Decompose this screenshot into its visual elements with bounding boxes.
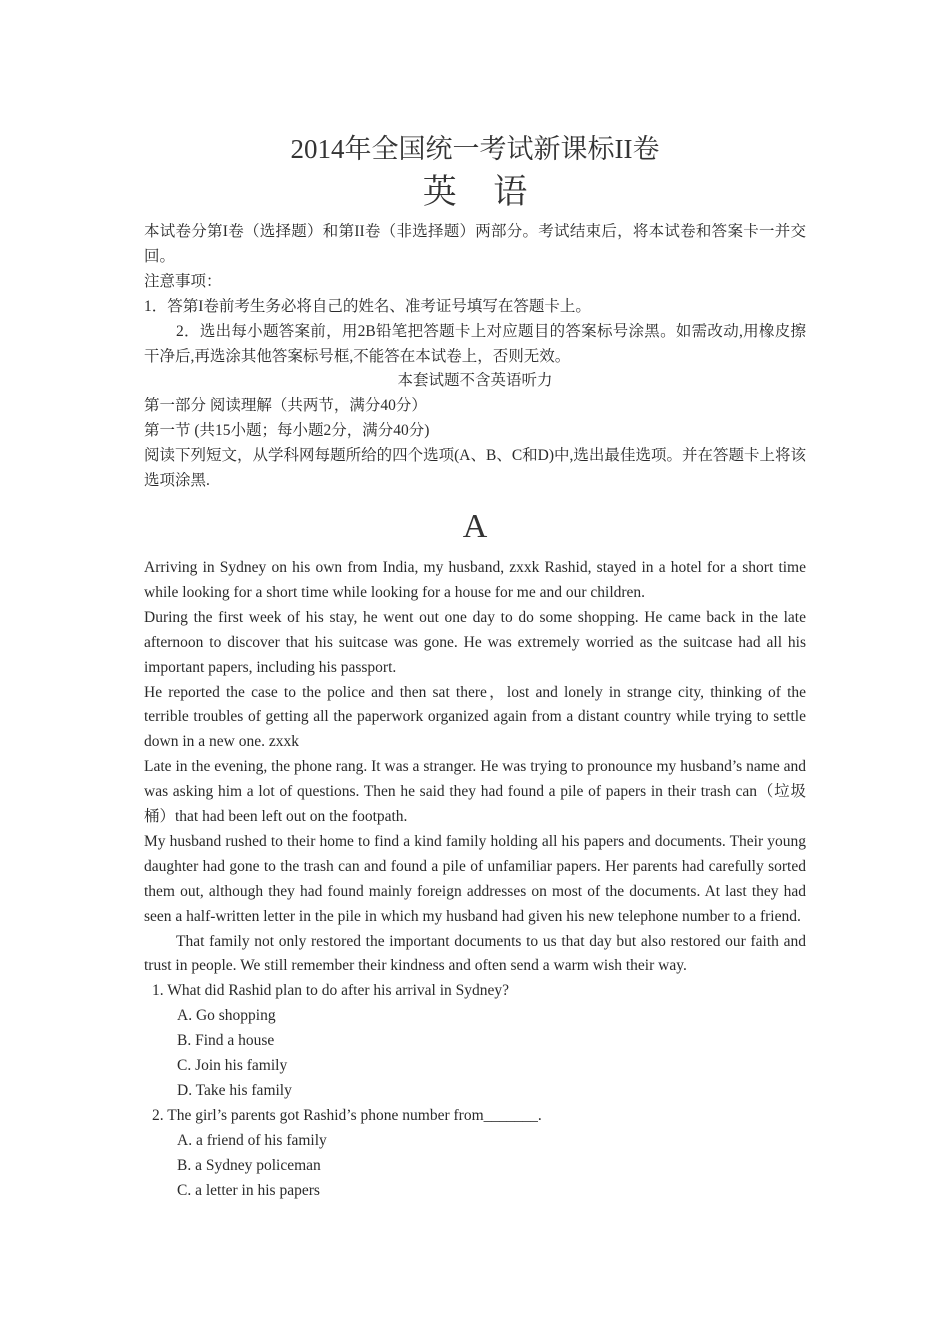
- passage-paragraph: He reported the case to the police and then sat there，lost and lonely in strange city, thinking of the terrible troubles of getting all the paperwork organized again from a distant country while trying to settle down in a new one. zxxk: [144, 683, 806, 751]
- exam-page: [144, 128, 806, 1204]
- section-heading: 第一节 (共15小题；每小题2分，满分40分): [144, 422, 430, 440]
- answer-option: D. Take his family: [177, 1082, 292, 1099]
- passage-paragraph: My husband rushed to their home to find a kind family holding all his papers and documents. Their young daughter had gone to the trash can and found a pile of unfamiliar papers. Her parents had carefully sorted them out, although they had found mainly foreign addresses on most of the documents. At last they had seen a half-written letter in the pile in which my husband had given his new telephone number to a friend.: [144, 832, 806, 925]
- answer-option: C. Join his family: [177, 1057, 288, 1075]
- question-stem: 1. What did Rashid plan to do after his arrival in Sydney?: [152, 982, 509, 1000]
- passage-paragraph: That family not only restored the important documents to us that day but also restored our faith and trust in people. We still remember their kindness and often send a warm wish their way.: [144, 932, 806, 975]
- answer-option: A. Go shopping: [177, 1007, 276, 1025]
- part-heading: 第一部分 阅读理解（共两节，满分40分）: [144, 397, 427, 415]
- answer-option: A. a friend of his family: [177, 1131, 327, 1149]
- listening-note: 本套试题不含英语听力: [397, 372, 553, 390]
- passage-letter: A: [462, 507, 488, 545]
- answer-option: B. Find a house: [177, 1032, 275, 1050]
- notice-item-1: 1．答第I卷前考生务必将自己的姓名、准考证号填写在答题卡上。: [144, 297, 591, 315]
- passage-paragraph: Arriving in Sydney on his own from India, my husband, zxxk Rashid, stayed in a hotel for a short time while looking for a short time while looking for a house for me and our children.: [144, 558, 806, 601]
- passage-paragraph: Late in the evening, the phone rang. It was a stranger. He was trying to pronounce my husband’s name and was asking him a lot of questions. Then he said they had found a pile of papers in their trash can（垃圾桶）that had been left out on the footpath.: [144, 758, 806, 826]
- answer-option: C. a letter in his papers: [177, 1181, 320, 1199]
- passage-paragraph: During the first week of his stay, he went out one day to do some shopping. He came back in the late afternoon to discover that his suitcase was gone. He was extremely worried as the suitcase had all his important papers, including his passport.: [144, 608, 806, 676]
- reading-directions: 阅读下列短文，从学科网每题所给的四个选项(A、B、C和D)中,选出最佳选项。并在答题卡上将该选项涂黑.: [144, 447, 806, 490]
- subject-title: 英 语: [422, 174, 542, 211]
- answer-option: B. a Sydney policeman: [177, 1156, 321, 1174]
- exam-title: 2014年全国统一考试新课标II卷: [290, 134, 660, 164]
- notice-heading: 注意事项：: [144, 272, 222, 290]
- notice-item-2: 2．选出每小题答案前，用2B铅笔把答题卡上对应题目的答案标号涂黑。如需改动,用橡皮擦干净后,再选涂其他答案标号框,不能答在本试卷上，否则无效。: [144, 322, 806, 365]
- question-stem: 2. The girl’s parents got Rashid’s phone number from_______.: [152, 1106, 542, 1124]
- exam-intro: 本试卷分第I卷（选择题）和第II卷（非选择题）两部分。考试结束后，将本试卷和答案卡一并交回。: [144, 223, 806, 265]
